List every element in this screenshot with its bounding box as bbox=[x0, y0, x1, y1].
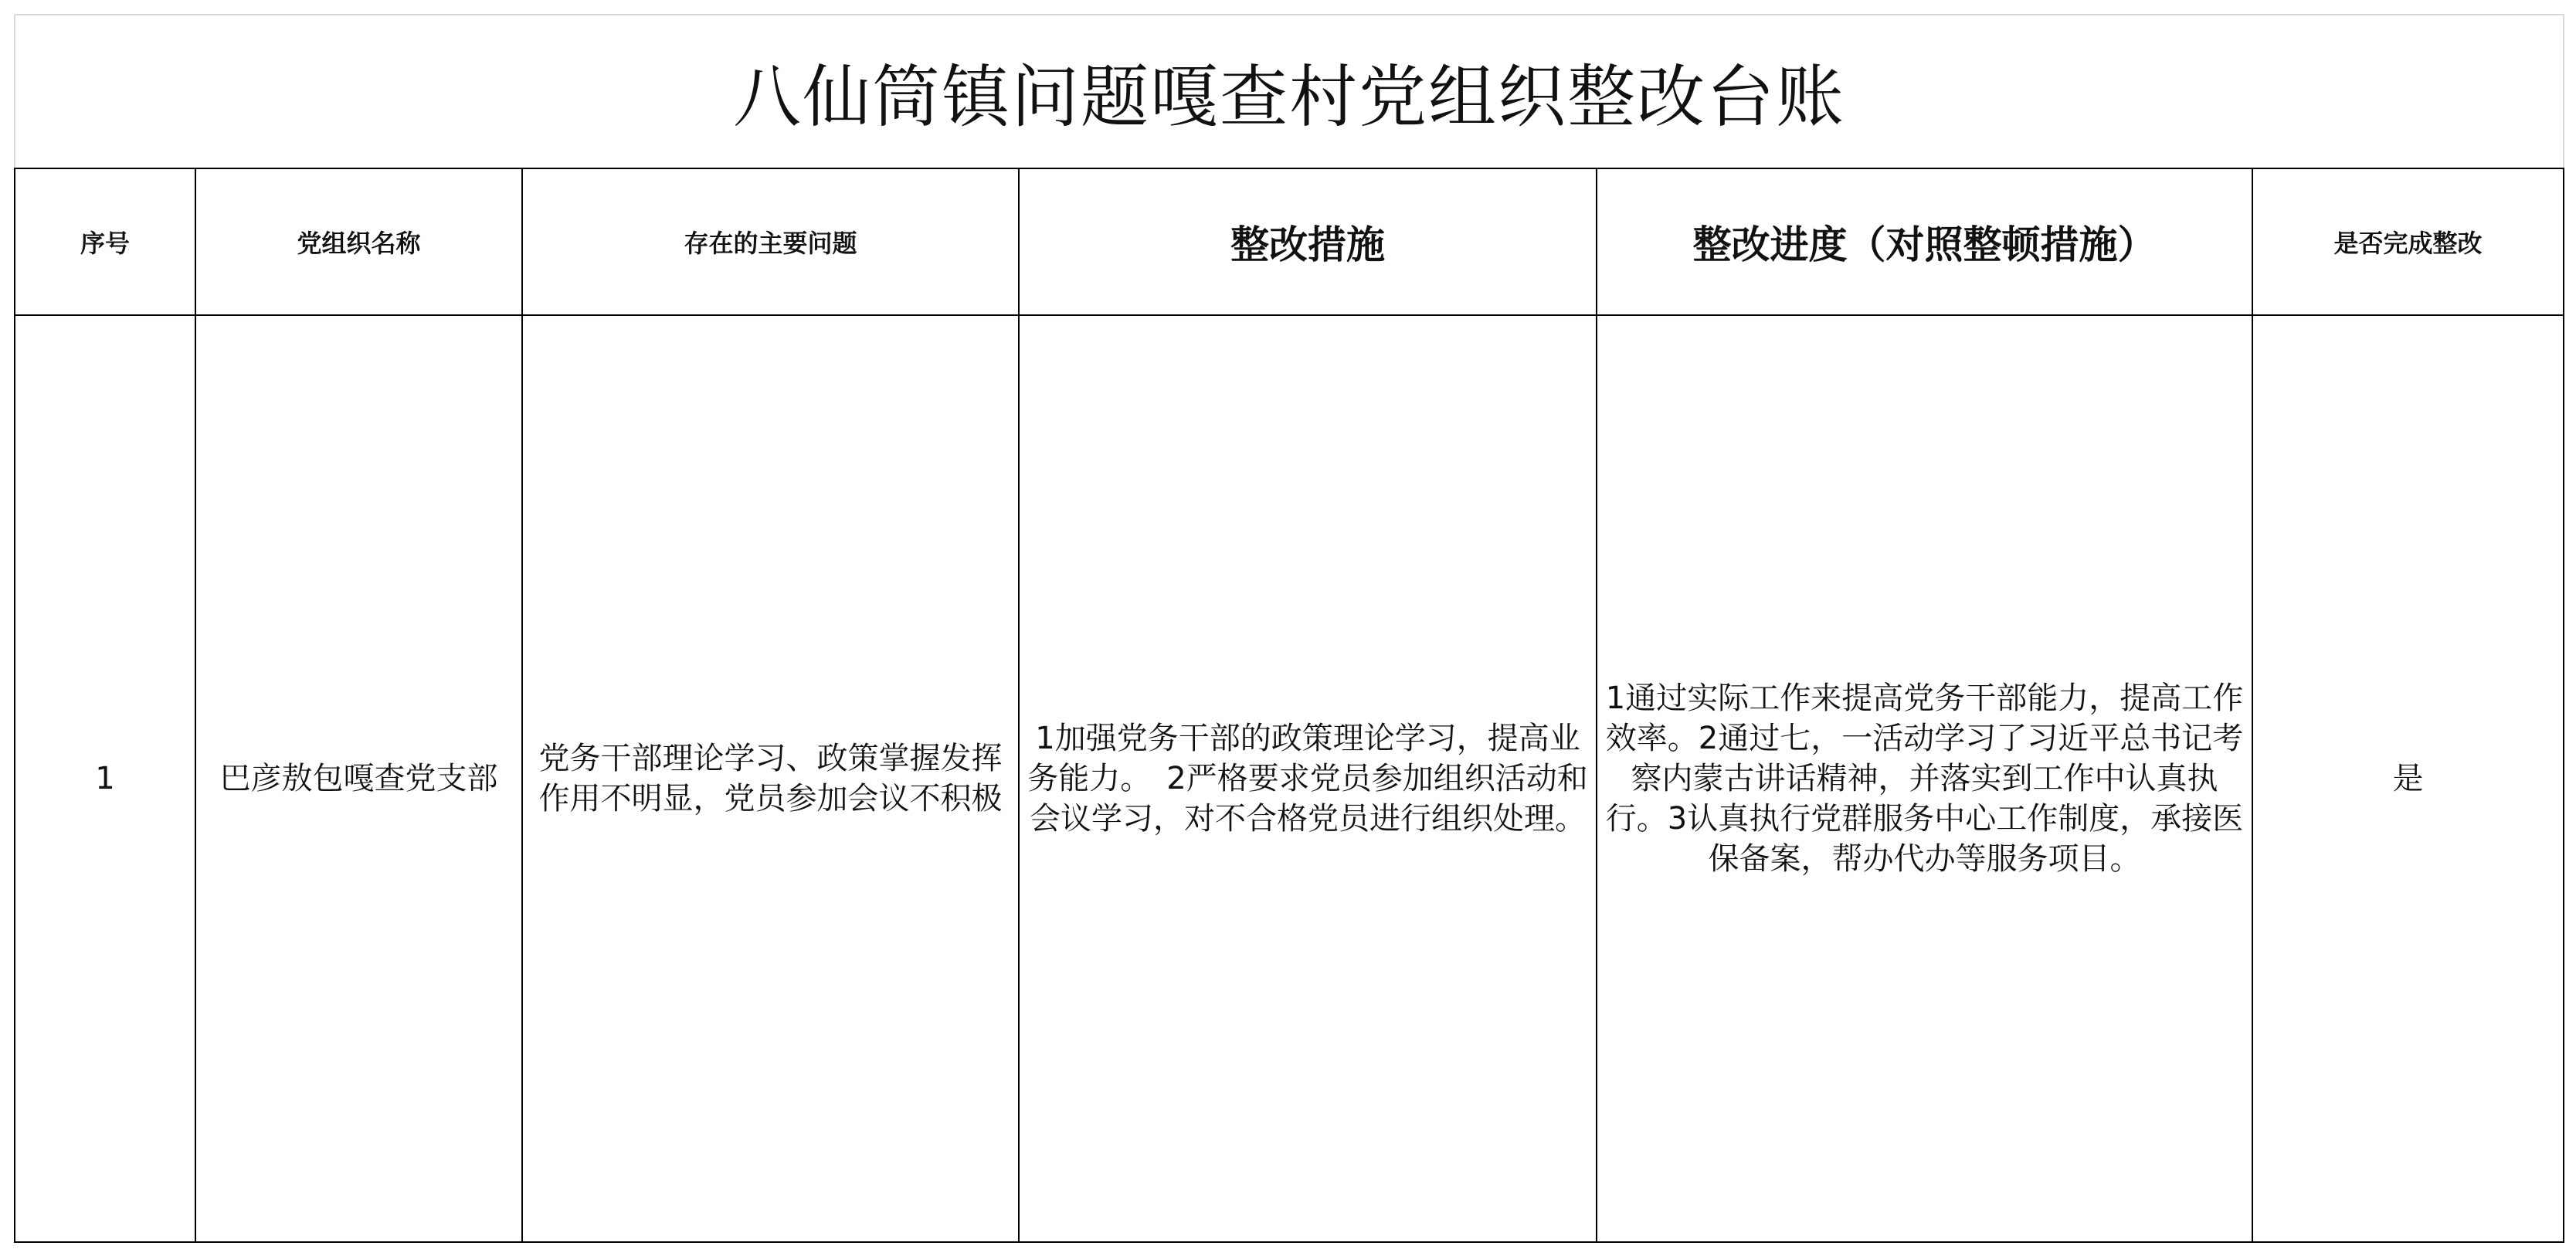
column-header-index: 序号 bbox=[15, 168, 195, 315]
cell-completed: 是 bbox=[2252, 315, 2564, 1242]
column-header-main-issues: 存在的主要问题 bbox=[522, 168, 1019, 315]
table-header-row bbox=[15, 168, 2564, 315]
column-header-org-name: 党组织名称 bbox=[195, 168, 522, 315]
column-header-progress: 整改进度（对照整顿措施） bbox=[1597, 168, 2252, 315]
column-header-completed: 是否完成整改 bbox=[2252, 168, 2564, 315]
column-header-measures: 整改措施 bbox=[1019, 168, 1597, 315]
cell-measures: 1加强党务干部的政策理论学习，提高业务能力。 2严格要求党员参加组织活动和会议学习，对不合格党员进行组织处理。 bbox=[1019, 315, 1597, 1242]
cell-progress: 1通过实际工作来提高党务干部能力，提高工作效率。2通过七，一活动学习了习近平总书记考察内蒙古讲话精神，并落实到工作中认真执行。3认真执行党群服务中心工作制度，承接医保备案，帮办代办等服务项目。 bbox=[1597, 315, 2252, 1242]
cell-main-issues: 党务干部理论学习、政策掌握发挥作用不明显，党员参加会议不积极 bbox=[522, 315, 1019, 1242]
cell-org-name: 巴彦敖包嘎查党支部 bbox=[195, 315, 522, 1242]
rectification-ledger-table bbox=[14, 14, 2564, 1243]
table-row bbox=[15, 315, 2564, 1242]
ledger-sheet bbox=[14, 14, 2563, 1242]
title-row bbox=[15, 15, 2564, 168]
cell-index: 1 bbox=[15, 315, 195, 1242]
ledger-title: 八仙筒镇问题嘎查村党组织整改台账 bbox=[15, 15, 2564, 168]
